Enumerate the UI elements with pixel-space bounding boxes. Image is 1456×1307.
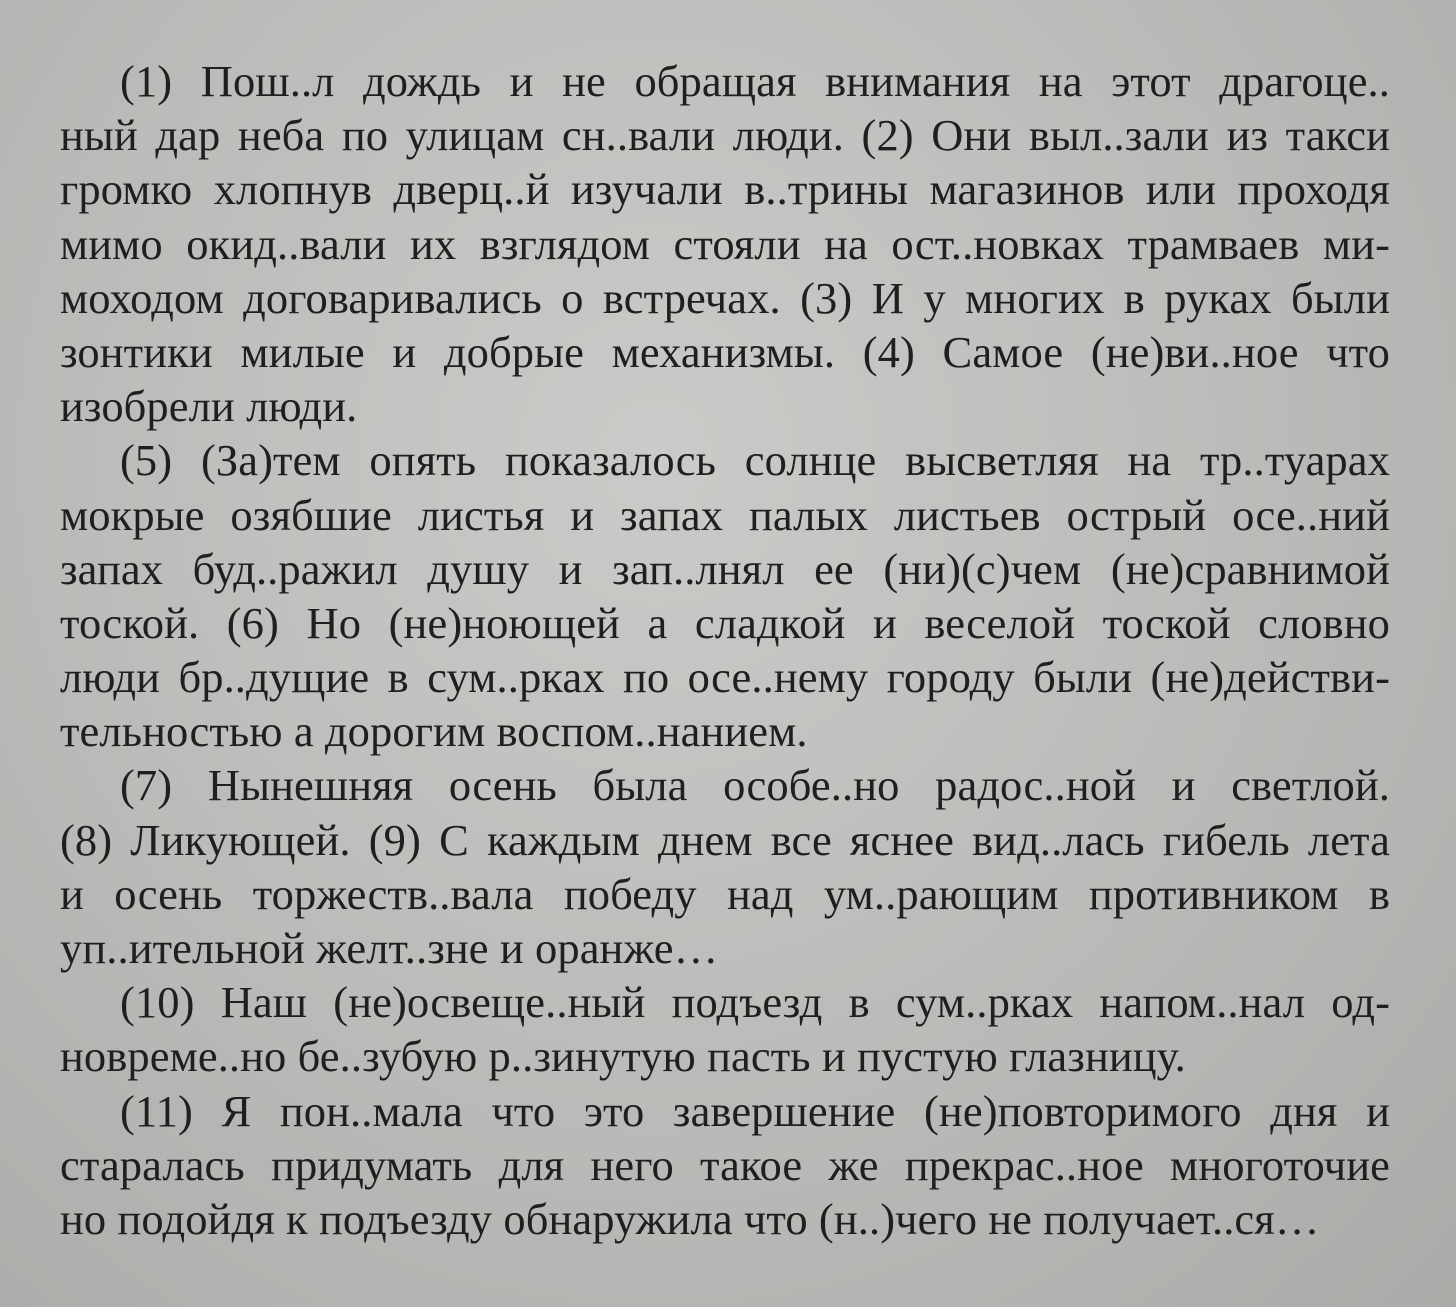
- text-line: новреме..но бе..зубую р..зинутую пасть и пустую глазницу.: [60, 1031, 1186, 1082]
- text-line: (8) Ликующей. (9) С каждым днем все яснее вид..лась гибель лета: [60, 814, 1390, 865]
- text-line: (7) Нынешняя осень была особе..но радос..ной и светлой.: [120, 760, 1390, 811]
- paragraph-2: [60, 433, 1390, 758]
- text-line: и осень торжеств..вала победу над ум..рающим противником в: [60, 868, 1390, 919]
- text-line: моходом договаривались о встречах. (3) И у многих в руках были: [60, 272, 1390, 323]
- text-line: (10) Наш (не)освеще..ный подъезд в сум..рках напом..нал од-: [120, 977, 1390, 1028]
- text-line: зонтики милые и добрые механизмы. (4) Самое (не)ви..ное что: [60, 326, 1390, 377]
- text-line: изобрели люди.: [60, 381, 358, 432]
- text-line: уп..ительной желт..зне и оранже…: [60, 923, 719, 973]
- text-line: тельностью а дорогим воспом..нанием.: [60, 706, 808, 757]
- text-line: ный дар неба по улицам сн..вали люди. (2) Они выл..зали из такси: [60, 110, 1390, 161]
- text-line: (5) (За)тем опять показалось солнце высветляя на тр..туарах: [120, 435, 1390, 486]
- text-line: старалась придумать для него такое же прекрас..ное многоточие: [60, 1139, 1390, 1190]
- text-line: но подойдя к подъезду обнаружила что (н..)чего не получает..ся…: [60, 1193, 1320, 1244]
- paragraph-3: [60, 758, 1390, 975]
- text-body: [60, 54, 1390, 1246]
- text-line: люди бр..дущие в сум..рках по осе..нему городу были (не)действи-: [60, 652, 1390, 703]
- text-line: запах буд..ражил душу и зап..лнял ее (ни)(с)чем (не)сравнимой: [60, 543, 1390, 594]
- paragraph-4: [60, 975, 1390, 1083]
- text-line: мимо окид..вали их взглядом стояли на ост..новках трамваев ми-: [60, 218, 1390, 269]
- text-line: (11) Я пон..мала что это завершение (не)повторимого дня и: [120, 1085, 1390, 1136]
- text-line: (1) Пош..л дождь и не обращая внимания на этот драгоце..: [120, 56, 1390, 106]
- paragraph-5: [60, 1084, 1390, 1247]
- text-line: громко хлопнув дверц..й изучали в..трины магазинов или проходя: [60, 164, 1390, 215]
- text-line: мокрые озябшие листья и запах палых листьев острый осе..ний: [60, 489, 1390, 540]
- text-line: тоской. (6) Но (не)ноющей а сладкой и веселой тоской словно: [60, 597, 1390, 648]
- paragraph-1: [60, 54, 1390, 433]
